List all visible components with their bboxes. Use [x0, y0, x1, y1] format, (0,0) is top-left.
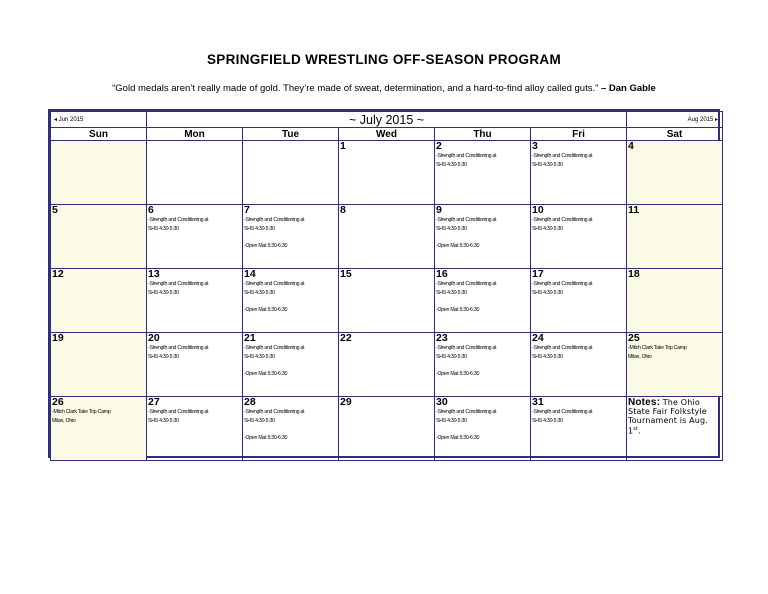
day-cell — [243, 333, 339, 397]
notes-superscript: st — [633, 426, 639, 432]
next-month-link[interactable]: Aug 2015 ▸ — [627, 112, 723, 128]
quote — [0, 83, 768, 94]
event-line: SHS 4:30-5:30 — [532, 226, 563, 232]
day-cell — [243, 205, 339, 269]
calendar-body — [51, 141, 723, 461]
event-line: -Strength and Conditioning at — [532, 409, 593, 415]
day-number: 4 — [628, 140, 634, 152]
day-number: 30 — [436, 396, 448, 408]
day-cell — [51, 205, 147, 269]
day-cell — [243, 269, 339, 333]
day-number: 21 — [244, 332, 256, 344]
day-cell — [339, 205, 435, 269]
event-line: SHS 4:30-5:30 — [436, 418, 467, 424]
notes-body: The Ohio State Fair Folkstyle Tournament is Aug. 1 — [628, 398, 708, 436]
day-cell — [531, 205, 627, 269]
week-row — [51, 141, 723, 205]
event-line: -Open Mat 5:30-6:30 — [436, 307, 480, 313]
event-line: SHS 4:30-5:30 — [532, 418, 563, 424]
event-line: -Open Mat 5:30-6:30 — [436, 243, 480, 249]
day-cell — [435, 141, 531, 205]
event-spacer — [435, 426, 530, 434]
week-row — [51, 269, 723, 333]
event-line: -Strength and Conditioning at — [532, 345, 593, 351]
event-line: -Strength and Conditioning at — [148, 281, 209, 287]
prev-month-link[interactable]: ◂ Jun 2015 — [51, 112, 147, 128]
notes-label: Notes: — [628, 397, 661, 408]
event-spacer — [435, 362, 530, 370]
weekday-mon: Mon — [147, 128, 243, 141]
day-cell — [147, 269, 243, 333]
event-line: SHS 4:30-5:30 — [532, 162, 563, 168]
weekday-sat: Sat — [627, 128, 723, 141]
day-number: 2 — [436, 140, 442, 152]
event-line: SHS 4:30-5:30 — [532, 354, 563, 360]
day-number: 20 — [148, 332, 160, 344]
week-row — [51, 333, 723, 397]
day-cell — [531, 269, 627, 333]
day-number: 10 — [532, 204, 544, 216]
day-cell — [51, 397, 147, 461]
event-spacer — [243, 234, 338, 242]
day-cell — [147, 397, 243, 461]
event-line: -Strength and Conditioning at — [244, 409, 305, 415]
day-number: 23 — [436, 332, 448, 344]
event-line: -Strength and Conditioning at — [436, 281, 497, 287]
event-line: SHS 4:30-5:30 — [436, 354, 467, 360]
event-line: SHS 4:30-5:30 — [436, 290, 467, 296]
event-line: SHS 4:30-5:30 — [436, 162, 467, 168]
day-number: 28 — [244, 396, 256, 408]
day-number: 9 — [436, 204, 442, 216]
day-number: 12 — [52, 268, 64, 280]
day-number: 24 — [532, 332, 544, 344]
event-line: -Strength and Conditioning at — [436, 345, 497, 351]
event-line: -Strength and Conditioning at — [436, 409, 497, 415]
day-cell — [51, 269, 147, 333]
day-number: 19 — [52, 332, 64, 344]
day-number: 16 — [436, 268, 448, 280]
event-spacer — [243, 426, 338, 434]
event-line: -Strength and Conditioning at — [532, 153, 593, 159]
event-line: -Strength and Conditioning at — [436, 217, 497, 223]
day-cell — [339, 397, 435, 461]
event-line: SHS 4:30-5:30 — [148, 354, 179, 360]
event-line: Milan, Ohio — [52, 418, 76, 424]
event-line: SHS 4:30-5:30 — [244, 226, 275, 232]
calendar — [48, 109, 720, 458]
empty-day-cell — [243, 141, 339, 205]
day-cell — [435, 397, 531, 461]
month-title: ~ July 2015 ~ — [147, 112, 627, 128]
notes-end: . — [638, 426, 641, 436]
day-number: 15 — [340, 268, 352, 280]
day-number: 31 — [532, 396, 544, 408]
weekday-fri: Fri — [531, 128, 627, 141]
day-number: 7 — [244, 204, 250, 216]
event-line: -Open Mat 5:30-6:30 — [244, 371, 288, 377]
event-spacer — [435, 234, 530, 242]
day-number: 6 — [148, 204, 154, 216]
day-cell — [147, 205, 243, 269]
event-line: -Strength and Conditioning at — [148, 345, 209, 351]
empty-day-cell — [51, 141, 147, 205]
weekday-wed: Wed — [339, 128, 435, 141]
day-number: 11 — [628, 204, 640, 216]
event-spacer — [243, 362, 338, 370]
quote-author: – Dan Gable — [600, 83, 656, 94]
day-cell — [339, 141, 435, 205]
event-line: SHS 4:30-5:30 — [148, 418, 179, 424]
calendar-table — [50, 111, 723, 461]
day-cell — [531, 141, 627, 205]
day-cell — [243, 397, 339, 461]
day-number: 29 — [340, 396, 352, 408]
event-line: SHS 4:30-5:30 — [244, 418, 275, 424]
event-line: -Strength and Conditioning at — [532, 281, 593, 287]
event-line: SHS 4:30-5:30 — [244, 354, 275, 360]
event-line: -Strength and Conditioning at — [244, 345, 305, 351]
day-number: 3 — [532, 140, 538, 152]
day-cell — [627, 333, 723, 397]
day-number: 26 — [52, 396, 64, 408]
event-line: SHS 4:30-5:30 — [244, 290, 275, 296]
event-line: -Strength and Conditioning at — [244, 281, 305, 287]
page-title: SPRINGFIELD WRESTLING OFF-SEASON PROGRAM — [206, 52, 561, 67]
event-line: -Mitch Clark Take Top Camp — [52, 409, 111, 415]
event-line: SHS 4:30-5:30 — [148, 226, 179, 232]
day-number: 13 — [148, 268, 160, 280]
day-number: 22 — [340, 332, 352, 344]
day-cell — [435, 333, 531, 397]
event-line: SHS 4:30-5:30 — [532, 290, 563, 296]
day-cell — [435, 205, 531, 269]
quote-text: “Gold medals aren’t really made of gold. They’re made of sweat, determination, and a hard-to-find alloy called guts.” — [112, 83, 599, 94]
day-number: 25 — [628, 332, 640, 344]
day-number: 5 — [52, 204, 58, 216]
weekday-thu: Thu — [435, 128, 531, 141]
day-number: 1 — [340, 140, 346, 152]
day-number: 27 — [148, 396, 160, 408]
event-line: -Open Mat 5:30-6:30 — [244, 435, 288, 441]
weekday-sun: Sun — [51, 128, 147, 141]
event-line: -Open Mat 5:30-6:30 — [436, 435, 480, 441]
day-number: 14 — [244, 268, 256, 280]
event-line: -Strength and Conditioning at — [148, 217, 209, 223]
day-cell — [627, 205, 723, 269]
week-row — [51, 397, 723, 461]
week-row — [51, 205, 723, 269]
event-line: -Open Mat 5:30-6:30 — [244, 243, 288, 249]
notes-cell — [627, 397, 723, 461]
weekday-tue: Tue — [243, 128, 339, 141]
event-line: -Strength and Conditioning at — [436, 153, 497, 159]
day-number: 8 — [340, 204, 346, 216]
day-number: 17 — [532, 268, 544, 280]
day-cell — [339, 269, 435, 333]
day-number: 18 — [628, 268, 640, 280]
day-cell — [627, 141, 723, 205]
weekday-header-row — [51, 128, 723, 141]
event-line: SHS 4:30-5:30 — [148, 290, 179, 296]
event-line: Milan, Ohio — [628, 354, 652, 360]
event-line: -Strength and Conditioning at — [532, 217, 593, 223]
day-cell — [627, 269, 723, 333]
event-spacer — [435, 298, 530, 306]
event-line: -Open Mat 5:30-6:30 — [244, 307, 288, 313]
empty-day-cell — [147, 141, 243, 205]
event-line: SHS 4:30-5:30 — [436, 226, 467, 232]
day-cell — [51, 333, 147, 397]
event-line: -Strength and Conditioning at — [148, 409, 209, 415]
day-cell — [531, 397, 627, 461]
event-line: -Open Mat 5:30-6:30 — [436, 371, 480, 377]
day-cell — [435, 269, 531, 333]
day-cell — [531, 333, 627, 397]
notes-text — [627, 397, 722, 436]
day-cell — [339, 333, 435, 397]
event-spacer — [243, 298, 338, 306]
event-line: -Strength and Conditioning at — [244, 217, 305, 223]
event-line: -Mitch Clark Take Top Camp — [628, 345, 687, 351]
day-cell — [147, 333, 243, 397]
